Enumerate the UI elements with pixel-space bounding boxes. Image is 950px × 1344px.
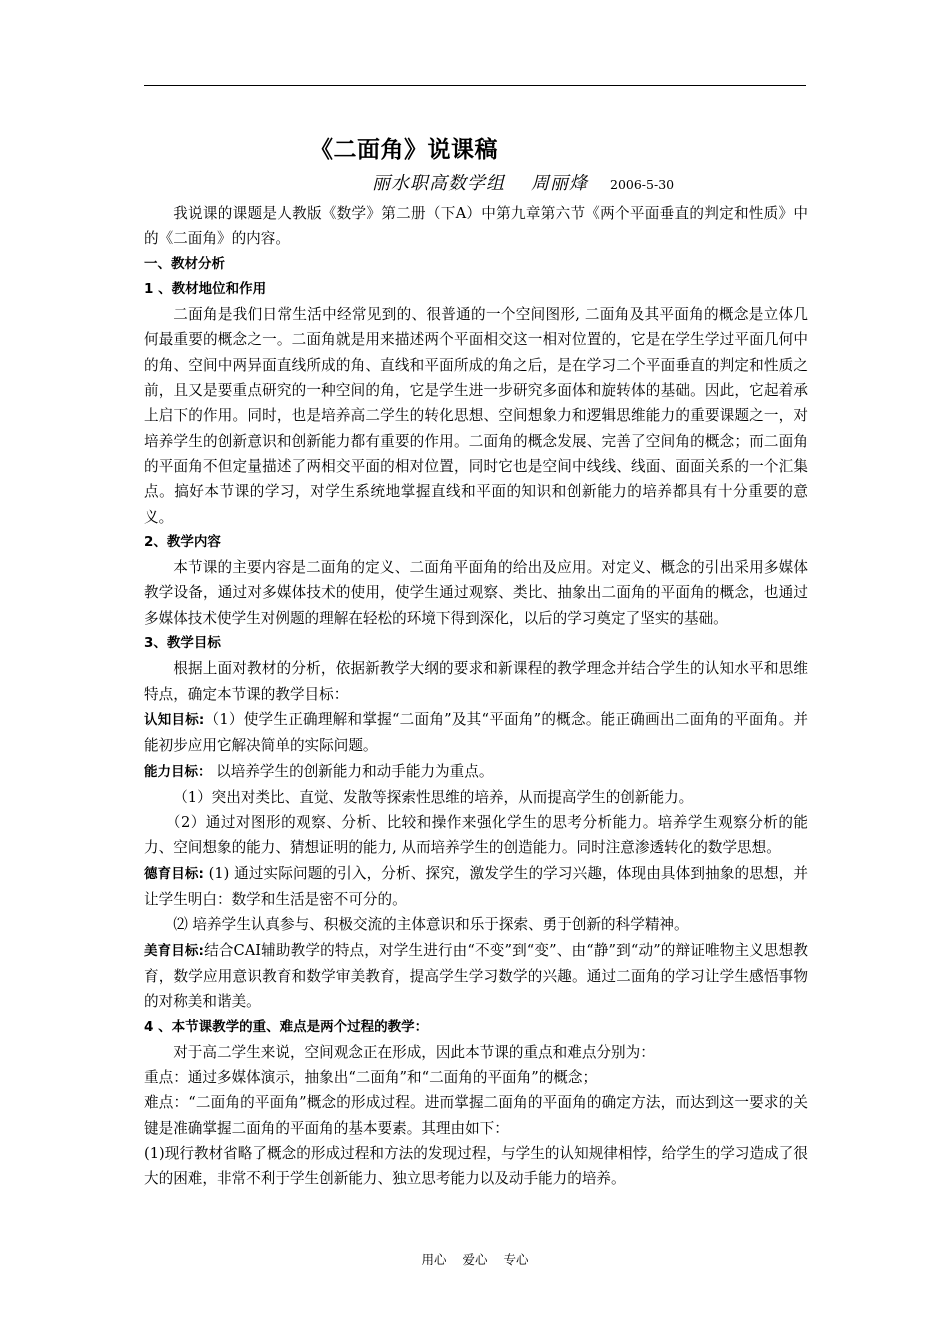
ability-item-2: （2）通过对图形的观察、分析、比较和操作来强化学生的思考分析能力。培养学生观察分析的能力、空间想象的能力、猜想证明的能力, 从而培养学生的创造能力。同时注意渗透转化的数学思想。 [144,814,808,857]
aesthetic-label: 美育目标: [144,942,204,959]
moral-text: (1) 通过实际问题的引入，分析、探究，激发学生的学习兴趣，体现由具体到抽象的思想，并让学生明白：数学和生活是密不可分的。 [144,864,808,909]
author-name: 周丽烽 [531,173,588,194]
document-date: 2006-5-30 [610,177,675,192]
ability-item-1: （1）突出对类比、直觉、发散等探索性思维的培养，从而提高学生的创新能力。 [173,788,694,806]
header-rule [144,85,806,86]
subsection-heading: 2、教学内容 [144,533,221,550]
section-heading: 一、教材分析 [144,255,225,272]
paragraph: 根据上面对教材的分析，依据新教学大纲的要求和新课程的教学理念并结合学生的认知水平和思维特点，确定本节课的教学目标： [144,660,808,703]
key-point: 重点：通过多媒体演示，抽象出“二面角”和“二面角的平面角”的概念； [144,1069,598,1087]
subsection-heading: 1 、教材地位和作用 [144,280,267,297]
ability-text: 以培养学生的创新能力和动手能力为重点。 [211,762,494,780]
cognitive-text: （1）使学生正确理解和掌握“二面角”及其“平面角”的概念。能正确画出二面角的平面角。并能初步应用它解决简单的实际问题。 [144,710,808,755]
reason-1: (1)现行教材省略了概念的形成过程和方法的发现过程，与学生的认知规律相悖，给学生的学习造成了很大的困难，非常不利于学生创新能力、独立思考能力以及动手能力的培养。 [144,1144,808,1188]
aesthetic-goal [144,938,808,1015]
paragraph: 本节课的主要内容是二面角的定义、二面角平面角的给出及应用。对定义、概念的引出采用多媒体教学设备，通过对多媒体技术的使用，使学生通过观察、类比、抽象出二面角的平面角的概念，也通过多媒体技术使学生对例题的理解在轻松的环境下得到深化，以后的学习奠定了坚实的基础。 [144,559,808,627]
document-body [144,133,808,1192]
cognitive-goal [144,707,808,759]
author-group: 丽水职高数学组 [372,173,505,194]
document-title: 《二面角》说课稿 [310,137,498,163]
subsection-heading: 4 、本节课教学的重、难点是两个过程的教学： [144,1018,429,1035]
paragraph: 对于高二学生来说，空间观念正在形成，因此本节课的重点和难点分别为： [173,1043,655,1061]
cognitive-label: 认知目标: [144,711,205,728]
difficulty: 难点：“二面角的平面角”概念的形成过程。进而掌握二面角的平面角的确定方法，而达到这一要求的关键是准确掌握二面角的平面角的基本要素。其理由如下： [144,1094,808,1137]
moral-label: 德育目标: [144,865,204,882]
ability-goal [144,759,808,785]
intro-paragraph: 我说课的课题是人教版《数学》第二册（下A）中第九章第六节《两个平面垂直的判定和性质》中的《二面角》的内容。 [144,205,808,248]
subsection-heading: 3、教学目标 [144,635,221,652]
paragraph: 二面角是我们日常生活中经常见到的、很普通的一个空间图形, 二面角及其平面角的概念是立体几何最重要的概念之一。二面角就是用来描述两个平面相交这一相对位置的，它是在学生学过平面几何中的角、空间中两异面直线所成的角、直线和平面所成的角之后，是在学习二个平面垂直的判定和性质之前，且又是要重点研究的一种空间的角，它是学生进一步研究多面体和旋转体的基础。因此，它起着承上启下的作用。同时，也是培养高二学生的转化思想、空间想象力和逻辑思维能力的重要课题之一，对培养学生的创新意识和创新能力都有重要的作用。二面角的概念发展、完善了空间角的概念；而二面角的平面角不但定量描述了两相交平面的相对位置，同时它也是空间中线线、线面、面面关系的一个汇集点。搞好本节课的学习，对学生系统地掌握直线和平面的知识和创新能力的培养都具有十分重要的意义。 [144,306,808,526]
byline [372,167,808,201]
moral-item-2: ⑵ 培养学生认真参与、积极交流的主体意识和乐于探索、勇于创新的科学精神。 [173,916,689,934]
aesthetic-text: 结合CAI辅助教学的特点，对学生进行由“不变”到“变”、由“静”到“动”的辩证唯物主义思想教育，数学应用意识教育和数学审美教育，提高学生学习数学的兴趣。通过二面角的学习让学生感悟事物的对称美和谐美。 [144,941,808,1011]
page-footer: 用心 爱心 专心 [421,1252,529,1267]
ability-label: 能力目标： [144,763,212,780]
moral-goal [144,861,808,913]
